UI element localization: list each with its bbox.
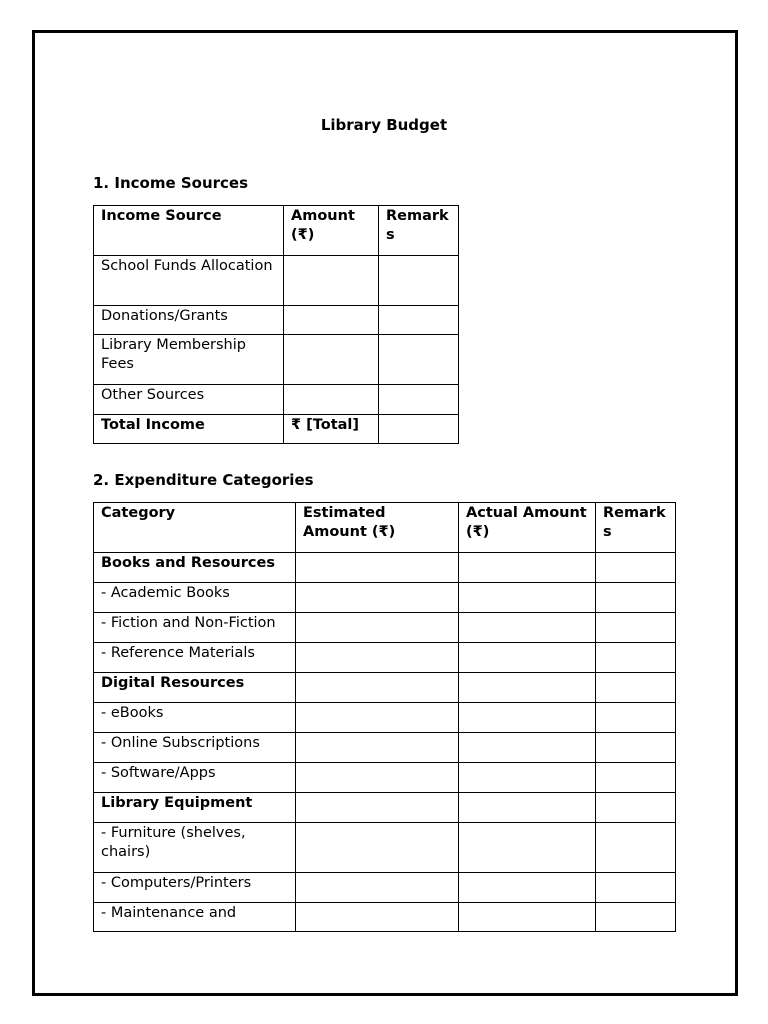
expenditure-row — [94, 873, 676, 903]
expenditure-estimated-cell — [296, 823, 459, 873]
income-row-school-funds — [94, 256, 459, 306]
expenditure-row — [94, 583, 676, 613]
expenditure-remarks-cell — [596, 583, 676, 613]
expenditure-remarks-cell — [596, 553, 676, 583]
expenditure-estimated-cell — [296, 553, 459, 583]
expenditure-estimated-cell — [296, 703, 459, 733]
expenditure-actual-cell — [459, 703, 596, 733]
expenditure-actual-cell — [459, 583, 596, 613]
expenditure-remarks-cell — [596, 763, 676, 793]
income-amount-cell — [284, 256, 379, 306]
expenditure-row — [94, 703, 676, 733]
income-header-amount: Amount (₹) — [284, 206, 379, 256]
expenditure-estimated-cell — [296, 583, 459, 613]
income-row-total — [94, 415, 459, 444]
expenditure-estimated-cell — [296, 613, 459, 643]
expenditure-category-cell: - Furniture (shelves, chairs) — [94, 823, 296, 873]
expenditure-header-row — [94, 503, 676, 553]
expenditure-category-cell: - Maintenance and — [94, 903, 296, 932]
expenditure-estimated-cell — [296, 793, 459, 823]
expenditure-row — [94, 903, 676, 932]
expenditure-category-cell: - Software/Apps — [94, 763, 296, 793]
expenditure-remarks-cell — [596, 823, 676, 873]
income-source-cell: Donations/Grants — [94, 306, 284, 335]
expenditure-actual-cell — [459, 873, 596, 903]
income-header-row — [94, 206, 459, 256]
expenditure-estimated-cell — [296, 763, 459, 793]
income-amount-cell — [284, 335, 379, 385]
expenditure-actual-cell — [459, 553, 596, 583]
expenditure-row — [94, 793, 676, 823]
expenditure-category-cell: - Computers/Printers — [94, 873, 296, 903]
expenditure-header-actual: Actual Amount (₹) — [459, 503, 596, 553]
expenditure-estimated-cell — [296, 673, 459, 703]
income-header-source: Income Source — [94, 206, 284, 256]
income-section-heading: 1. Income Sources — [93, 174, 249, 192]
income-amount-cell — [284, 306, 379, 335]
expenditure-remarks-cell — [596, 673, 676, 703]
expenditure-category-cell: - eBooks — [94, 703, 296, 733]
income-remarks-cell — [379, 415, 459, 444]
expenditure-row — [94, 823, 676, 873]
expenditure-category-cell: Digital Resources — [94, 673, 296, 703]
income-remarks-cell — [379, 385, 459, 415]
expenditure-section-heading: 2. Expenditure Categories — [93, 471, 314, 489]
income-total-label: Total Income — [94, 415, 284, 444]
expenditure-category-cell: - Reference Materials — [94, 643, 296, 673]
expenditure-category-cell: - Online Subscriptions — [94, 733, 296, 763]
income-remarks-cell — [379, 256, 459, 306]
expenditure-estimated-cell — [296, 903, 459, 932]
expenditure-actual-cell — [459, 613, 596, 643]
expenditure-row — [94, 733, 676, 763]
expenditure-category-cell: - Fiction and Non-Fiction — [94, 613, 296, 643]
income-row-other-sources — [94, 385, 459, 415]
expenditure-estimated-cell — [296, 873, 459, 903]
expenditure-actual-cell — [459, 733, 596, 763]
expenditure-row — [94, 673, 676, 703]
document-title: Library Budget — [320, 116, 448, 134]
income-remarks-cell — [379, 306, 459, 335]
income-header-remarks: Remarks — [379, 206, 459, 256]
expenditure-remarks-cell — [596, 643, 676, 673]
expenditure-header-remarks: Remarks — [596, 503, 676, 553]
expenditure-actual-cell — [459, 793, 596, 823]
expenditure-table — [93, 502, 676, 932]
expenditure-actual-cell — [459, 673, 596, 703]
income-source-cell: Other Sources — [94, 385, 284, 415]
income-remarks-cell — [379, 335, 459, 385]
expenditure-remarks-cell — [596, 733, 676, 763]
income-amount-cell — [284, 385, 379, 415]
expenditure-remarks-cell — [596, 703, 676, 733]
income-row-donations — [94, 306, 459, 335]
expenditure-row — [94, 613, 676, 643]
expenditure-actual-cell — [459, 763, 596, 793]
expenditure-category-cell: Books and Resources — [94, 553, 296, 583]
expenditure-header-category: Category — [94, 503, 296, 553]
expenditure-actual-cell — [459, 823, 596, 873]
income-source-cell: School Funds Allocation — [94, 256, 284, 306]
expenditure-category-cell: Library Equipment — [94, 793, 296, 823]
income-table — [93, 205, 459, 444]
income-row-membership-fees — [94, 335, 459, 385]
expenditure-header-estimated: Estimated Amount (₹) — [296, 503, 459, 553]
expenditure-row — [94, 643, 676, 673]
expenditure-category-cell: - Academic Books — [94, 583, 296, 613]
expenditure-estimated-cell — [296, 733, 459, 763]
expenditure-estimated-cell — [296, 643, 459, 673]
expenditure-row — [94, 763, 676, 793]
income-source-cell: Library Membership Fees — [94, 335, 284, 385]
expenditure-remarks-cell — [596, 793, 676, 823]
expenditure-remarks-cell — [596, 903, 676, 932]
income-total-amount: ₹ [Total] — [284, 415, 379, 444]
expenditure-row — [94, 553, 676, 583]
expenditure-remarks-cell — [596, 873, 676, 903]
expenditure-remarks-cell — [596, 613, 676, 643]
expenditure-actual-cell — [459, 903, 596, 932]
expenditure-actual-cell — [459, 643, 596, 673]
